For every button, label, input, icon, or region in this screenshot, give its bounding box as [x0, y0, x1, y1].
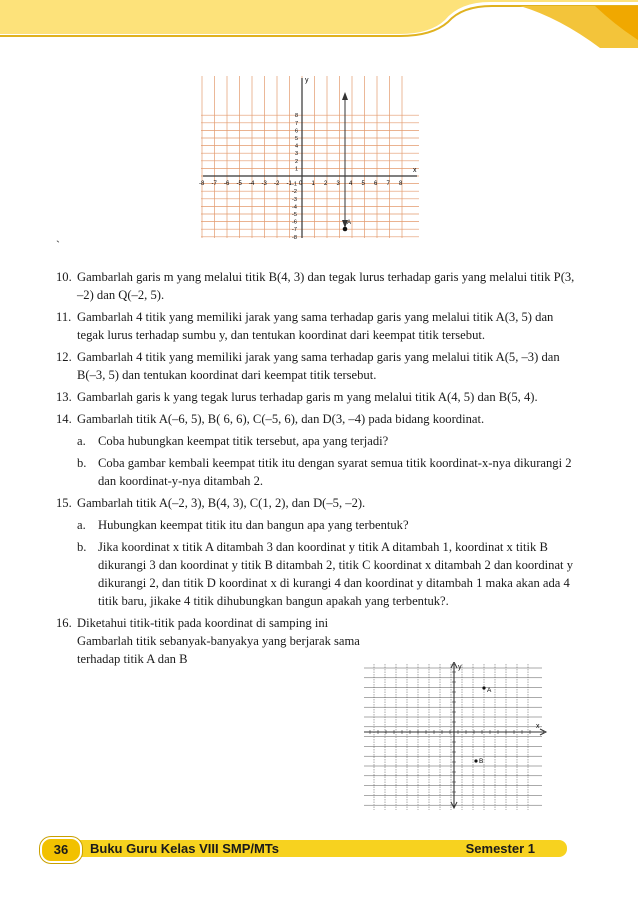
y-tick-label: -7 [292, 227, 297, 234]
x-axis-label: x [413, 167, 417, 174]
question-14b: b. Coba gambar kembali keempat titik itu dengan syarat semua titik koordinat-x-nya dikurangi 2 dan koordinat-y-nya ditambah 2. [77, 456, 572, 488]
y-axis-label: y [305, 77, 309, 84]
semester-label: Semester 1 [465, 841, 535, 856]
x-tick-label: 1 [311, 181, 315, 187]
exercise-list [56, 268, 576, 672]
page-number: 36 [40, 837, 82, 863]
y-tick-label: -3 [292, 196, 297, 203]
header-decoration [0, 0, 638, 48]
question-10: 10. Gambarlah garis m yang melalui titik B(4, 3) dan tegak lurus terhadap garis yang melalui titik P(3, –2) dan Q(–2, 5). [56, 270, 575, 302]
y-axis-label: y [458, 664, 462, 671]
point-a-label: A [347, 220, 352, 226]
question-14: 14. Gambarlah titik A(–6, 5), B( 6, 6), C(–5, 6), dan D(3, –4) pada bidang koordinat. [56, 412, 485, 426]
y-tick-label: -8 [292, 234, 297, 240]
x-tick-labels [199, 181, 403, 187]
x-tick-label: -7 [211, 181, 217, 187]
y-tick-label: 1 [295, 166, 299, 173]
coordinate-grid-figure-bottom [364, 662, 548, 812]
arrow-up-icon [342, 92, 348, 100]
question-16: 16. Diketahui titik-titik pada koordinat di samping ini Gambarlah titik sebanyak-banyakya yang berjarak sama terhadap titik A dan B [56, 616, 360, 666]
question-11: 11. Gambarlah 4 titik yang memiliki jarak yang sama terhadap garis yang melalui titik A(3, 5) dan tegak lurus terhadap sumbu y, dan tentukan koordinat dari keempat titik tersebut. [56, 310, 554, 342]
y-tick-label: 8 [295, 113, 299, 120]
y-tick-label: -4 [292, 204, 297, 211]
point-b-label: B [479, 758, 484, 765]
question-15: 15. Gambarlah titik A(–2, 3), B(4, 3), C(1, 2), dan D(–5, –2). [56, 496, 366, 510]
y-tick-label: 3 [295, 151, 299, 158]
x-tick-label: -6 [224, 181, 230, 187]
grid-lines [364, 664, 542, 810]
x-tick-label: -1 [286, 181, 292, 187]
y-tick-label: 6 [295, 128, 299, 135]
y-tick-label: 2 [295, 158, 299, 165]
x-tick-label: -3 [261, 181, 267, 187]
x-tick-label: 6 [374, 181, 378, 187]
x-tick-label: -2 [274, 181, 280, 187]
x-tick-label: 4 [349, 181, 353, 187]
y-tick-label: 4 [295, 143, 299, 150]
y-tick-label: 5 [295, 136, 299, 142]
coordinate-grid-figure-top [199, 74, 421, 240]
x-tick-label: 5 [361, 181, 365, 187]
book-title: Buku Guru Kelas VIII SMP/MTs [90, 841, 280, 856]
x-tick-label: -4 [249, 181, 255, 187]
point-a [482, 686, 485, 689]
y-tick-label: 7 [295, 120, 299, 127]
stray-mark: ` [56, 238, 60, 252]
grid-lines [201, 76, 419, 238]
question-15b: b. Jika koordinat x titik A ditambah 3 dan koordinat y titik A ditambah 1, koordinat x titik B dikurangi 3 dan koordinat y titik B ditambah 2, titik C koordinat x ditambah 2 dan koordinat y dikurangi 2, dan titik D koordinat x di kurangi 4 dan koordinat y ditambah 1 maka akan ada 4 titik baru, jikake 4 titik dihubungkan bangun apakah yang terbentuk?. [77, 540, 573, 608]
x-axis-label: x [536, 723, 540, 730]
question-12: 12. Gambarlah 4 titik yang memiliki jarak yang sama terhadap garis yang melalui titik A(5, –3) dan B(–3, 5) dan tentukan koordinat dari keempat titik tersebut. [56, 350, 560, 382]
page-footer [40, 837, 567, 857]
x-tick-label: 8 [399, 181, 403, 187]
question-14a: a. Coba hubungkan keempat titik tersebut, apa yang terjadi? [77, 434, 389, 448]
question-15a: a. Hubungkan keempat titik itu dan bangun apa yang terbentuk? [77, 518, 409, 532]
point-a [343, 227, 348, 232]
x-tick-label: 2 [324, 181, 328, 187]
question-13: 13. Gambarlah garis k yang tegak lurus terhadap garis m yang melalui titik A(4, 5) dan B(5, 4). [56, 390, 538, 404]
point-a-label: A [487, 687, 492, 694]
x-tick-label: -5 [236, 181, 242, 187]
x-tick-label: -8 [199, 181, 205, 187]
x-tick-label: 7 [386, 181, 390, 187]
point-b [474, 759, 477, 762]
y-tick-label: -2 [292, 189, 297, 196]
x-tick-label: 3 [336, 181, 340, 187]
y-tick-label: -6 [292, 219, 297, 226]
x-tick-label: 0 [299, 181, 303, 187]
y-tick-labels [292, 113, 298, 240]
y-tick-label: -1 [292, 181, 297, 188]
y-tick-label: -5 [292, 212, 297, 218]
